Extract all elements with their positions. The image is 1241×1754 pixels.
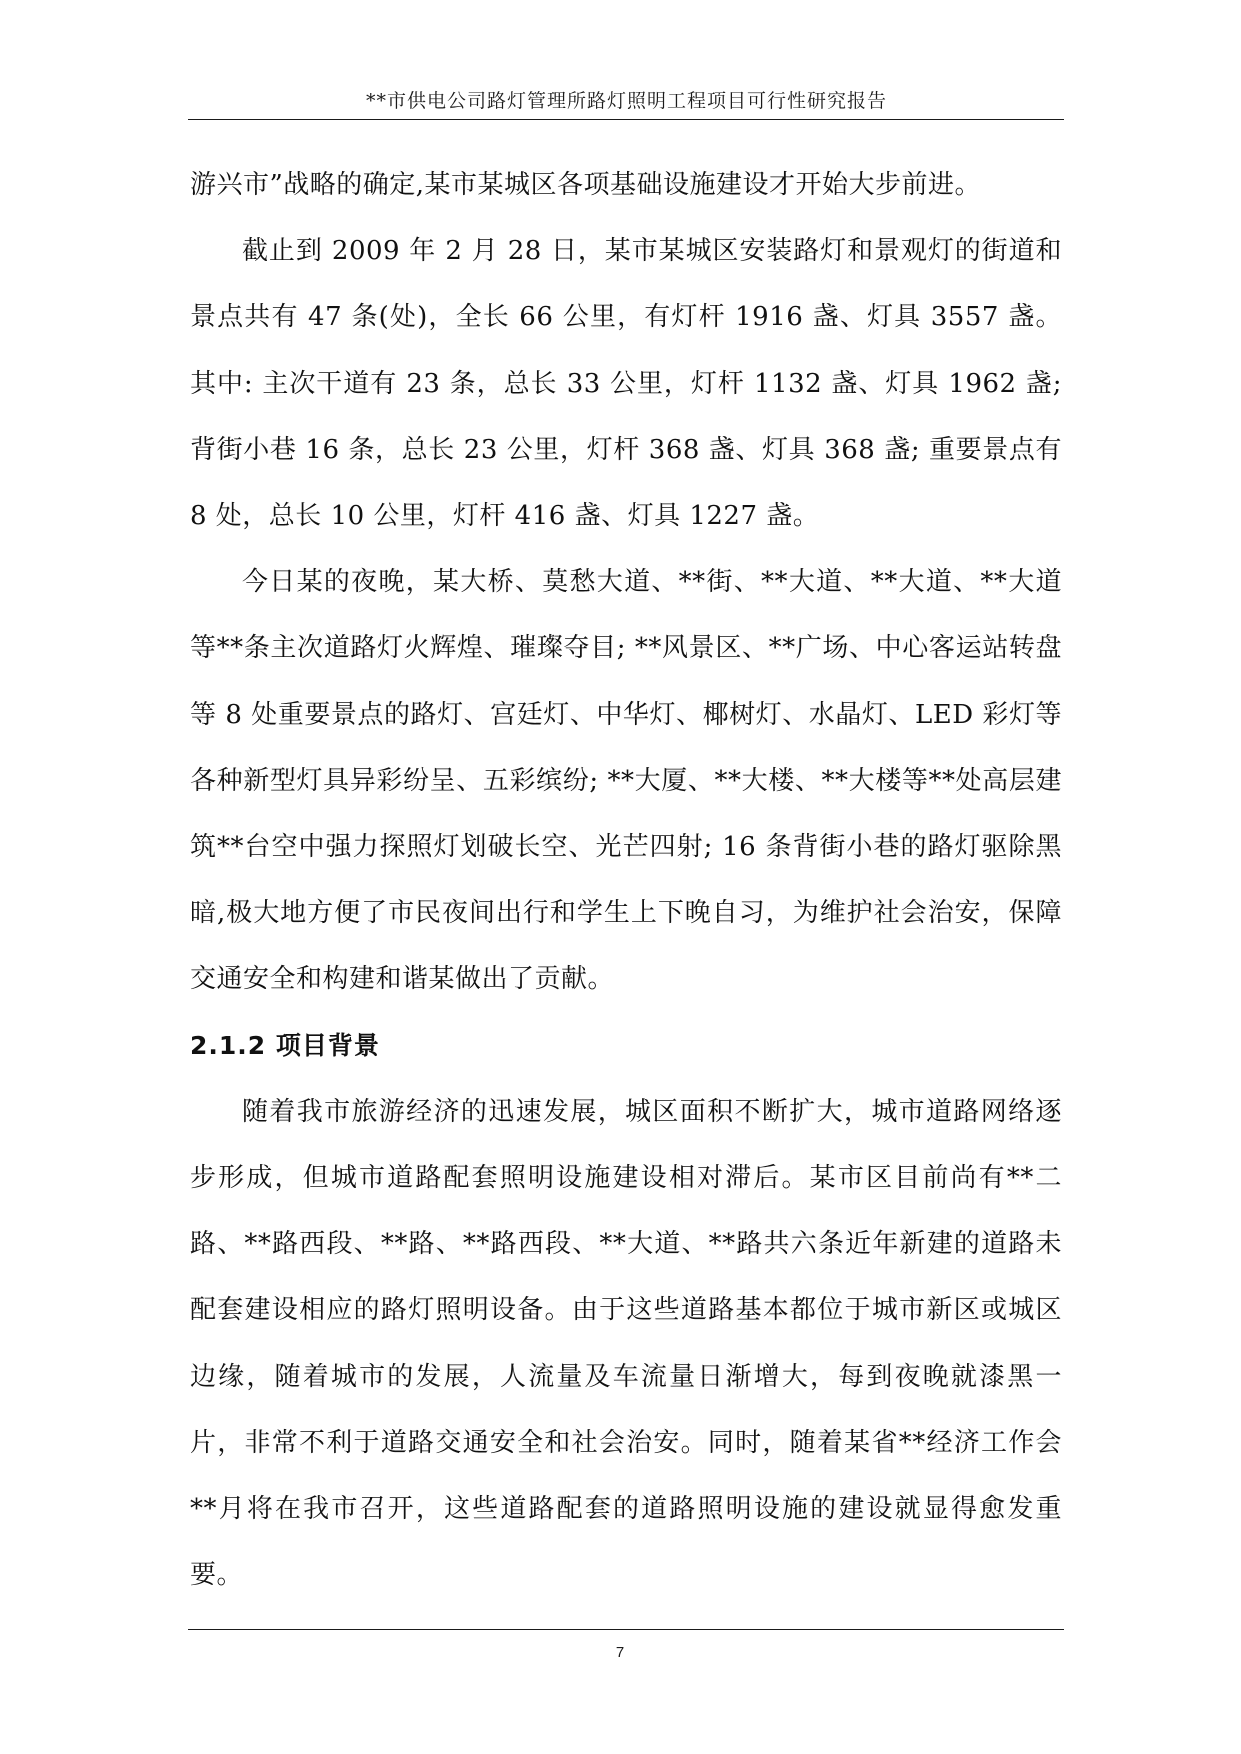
paragraph-lighting-statistics: 截止到 2009 年 2 月 28 日，某市某城区安装路灯和景观灯的街道和景点共有 47 条(处)，全长 66 公里，有灯杆 1916 盏、灯具 3557 盏。其中: 主次干道有 23 条，总长 33 公里，灯杆 1132 盏、灯具 1962 盏;背街小巷 16 条，总长 23 公里，灯杆 368 盏、灯具 368 盏; 重要景点有 8 处，总长 10 公里，灯杆 416 盏、灯具 1227 盏。 bbox=[190, 236, 1062, 532]
document-body bbox=[190, 152, 1062, 1608]
paragraph-night-scene: 今日某的夜晚，某大桥、莫愁大道、**街、**大道、**大道、**大道等**条主次道路灯火辉煌、璀璨夺目; **风景区、**广场、中心客运站转盘等 8 处重要景点的路灯、宫廷灯、中华灯、椰树灯、水晶灯、LED 彩灯等各种新型灯具异彩纷呈、五彩缤纷; **大厦、**大楼、**大楼等**处高层建筑**台空中强力探照灯划破长空、光芒四射; 16 条背街小巷的路灯驱除黑暗,极大地方便了市民夜间出行和学生上下晚自习，为维护社会治安，保障交通安全和构建和谐某做出了贡献。 bbox=[190, 567, 1062, 995]
page-number: 7 bbox=[615, 1644, 625, 1661]
paragraph-project-background: 随着我市旅游经济的迅速发展，城区面积不断扩大，城市道路网络逐步形成，但城市道路配套照明设施建设相对滞后。某市区目前尚有**二路、**路西段、**路、**路西段、**大道、**路共六条近年新建的道路未配套建设相应的路灯照明设备。由于这些道路基本都位于城市新区或城区边缘，随着城市的发展，人流量及车流量日渐增大，每到夜晚就漆黑一片，非常不利于道路交通安全和社会治安。同时，随着某省**经济工作会**月将在我市召开，这些道路配套的道路照明设施的建设就显得愈发重要。 bbox=[190, 1096, 1062, 1591]
paragraph-continuation: 游兴市”战略的确定,某市某城区各项基础设施建设才开始大步前进。 bbox=[190, 170, 982, 200]
section-heading: 2.1.2 项目背景 bbox=[190, 1030, 380, 1060]
footer-divider bbox=[188, 1629, 1064, 1630]
page-header-title: **市供电公司路灯管理所路灯照明工程项目可行性研究报告 bbox=[365, 90, 887, 112]
header-divider bbox=[188, 119, 1064, 120]
